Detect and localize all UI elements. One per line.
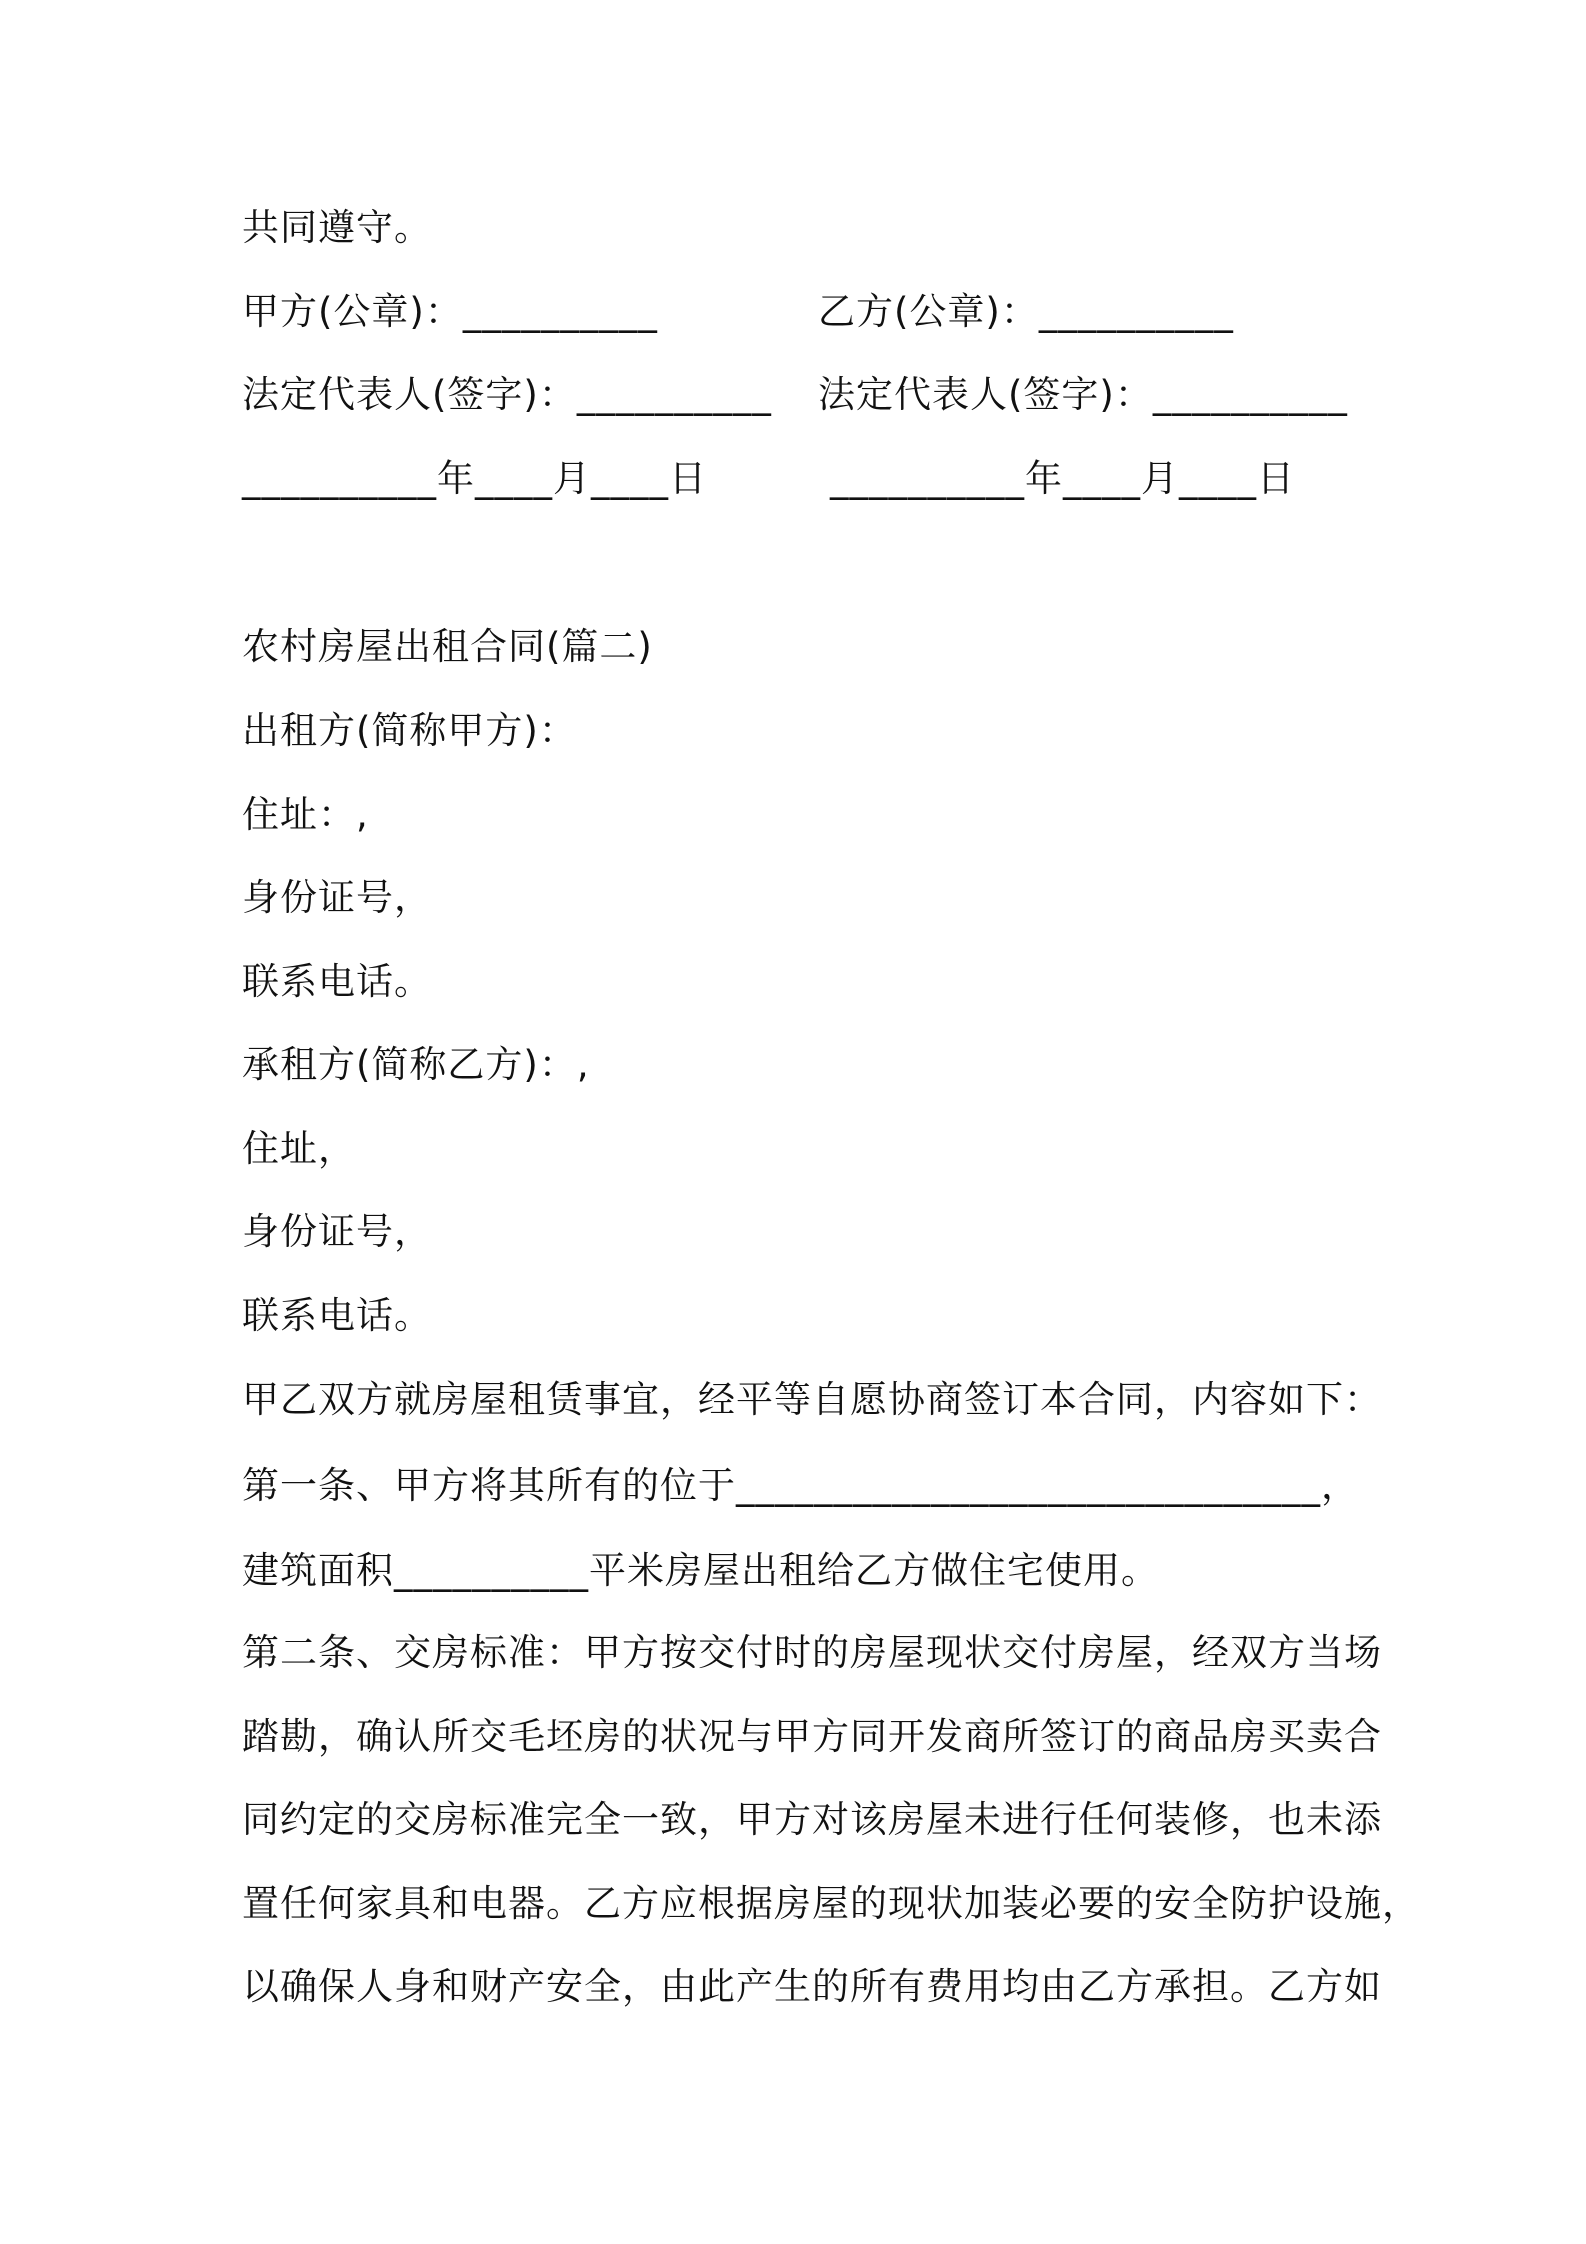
party-a-date: __________年____月____日 xyxy=(242,457,707,500)
article1-line: 第一条、甲方将其所有的位于______________________________， xyxy=(242,1464,1359,1507)
party-b-date: __________年____月____日 xyxy=(830,457,1295,500)
party-b-representative: 法定代表人(签字)：__________ xyxy=(818,373,1348,416)
lessor-id: 身份证号， xyxy=(242,876,432,919)
party-a-representative: 法定代表人(签字)：__________ xyxy=(242,373,772,416)
lessee-label: 承租方(简称乙方)：, xyxy=(242,1043,590,1086)
article2-line: 以确保人身和财产安全，由此产生的所有费用均由乙方承担。乙方如 xyxy=(242,1965,1382,2008)
closing-text: 共同遵守。 xyxy=(242,206,432,249)
lessor-label: 出租方(简称甲方)： xyxy=(242,709,577,752)
party-a-seal: 甲方(公章)：__________ xyxy=(242,290,658,333)
lessor-phone: 联系电话。 xyxy=(242,960,432,1003)
lessee-address: 住址， xyxy=(242,1127,356,1170)
party-b-seal: 乙方(公章)：__________ xyxy=(818,290,1234,333)
contract-title: 农村房屋出租合同(篇二) xyxy=(242,625,653,668)
lessor-address: 住址：, xyxy=(242,793,369,836)
lessee-id: 身份证号， xyxy=(242,1210,432,1253)
article2-line: 同约定的交房标准完全一致，甲方对该房屋未进行任何装修，也未添 xyxy=(242,1798,1382,1841)
article2-line: 踏勘，确认所交毛坯房的状况与甲方同开发商所签订的商品房买卖合 xyxy=(242,1715,1382,1758)
article2-line: 第二条、交房标准：甲方按交付时的房屋现状交付房屋，经双方当场 xyxy=(242,1631,1382,1674)
article2-line: 置任何家具和电器。乙方应根据房屋的现状加装必要的安全防护设施， xyxy=(242,1882,1420,1925)
lessee-phone: 联系电话。 xyxy=(242,1294,432,1337)
intro-paragraph: 甲乙双方就房屋租赁事宜，经平等自愿协商签订本合同，内容如下： xyxy=(242,1378,1382,1421)
article1-line: 建筑面积__________平米房屋出租给乙方做住宅使用。 xyxy=(242,1549,1159,1592)
